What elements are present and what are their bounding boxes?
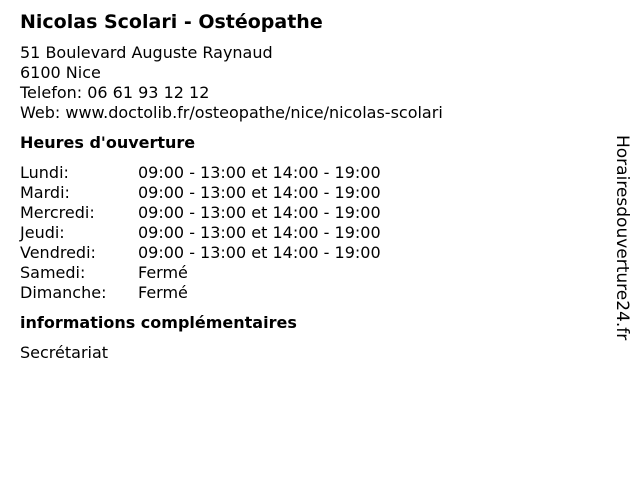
- day-label: Lundi:: [20, 163, 69, 182]
- web-line: Web: www.doctolib.fr/osteopathe/nice/nicolas-scolari: [20, 103, 443, 122]
- info-heading: informations complémentaires: [20, 313, 297, 332]
- hours-heading: Heures d'ouverture: [20, 133, 196, 152]
- hours-table: [20, 163, 600, 303]
- hours-row-jeudi: [20, 223, 600, 243]
- info-text: Secrétariat: [20, 343, 109, 362]
- time-value: Fermé: [138, 263, 188, 282]
- hours-row-samedi: [20, 263, 600, 283]
- site-watermark: Horairesdouverture24.fr: [612, 135, 632, 341]
- day-label: Jeudi:: [20, 223, 65, 242]
- time-value: 09:00 - 13:00 et 14:00 - 19:00: [138, 163, 381, 182]
- time-value: 09:00 - 13:00 et 14:00 - 19:00: [138, 223, 381, 242]
- time-value: 09:00 - 13:00 et 14:00 - 19:00: [138, 203, 381, 222]
- contact-block: [20, 43, 600, 123]
- page-title: Nicolas Scolari - Ostéopathe: [20, 11, 323, 33]
- day-label: Samedi:: [20, 263, 86, 282]
- time-value: 09:00 - 13:00 et 14:00 - 19:00: [138, 183, 381, 202]
- day-label: Mardi:: [20, 183, 70, 202]
- hours-row-dimanche: [20, 283, 600, 303]
- day-label: Mercredi:: [20, 203, 95, 222]
- day-label: Dimanche:: [20, 283, 107, 302]
- time-value: 09:00 - 13:00 et 14:00 - 19:00: [138, 243, 381, 262]
- address-street: 51 Boulevard Auguste Raynaud: [20, 43, 273, 62]
- time-value: Fermé: [138, 283, 188, 302]
- hours-row-lundi: [20, 163, 600, 183]
- day-label: Vendredi:: [20, 243, 96, 262]
- phone-line: Telefon: 06 61 93 12 12: [20, 83, 210, 102]
- business-card: [20, 10, 600, 363]
- hours-row-vendredi: [20, 243, 600, 263]
- hours-row-mercredi: [20, 203, 600, 223]
- address-city: 6100 Nice: [20, 63, 101, 82]
- hours-row-mardi: [20, 183, 600, 203]
